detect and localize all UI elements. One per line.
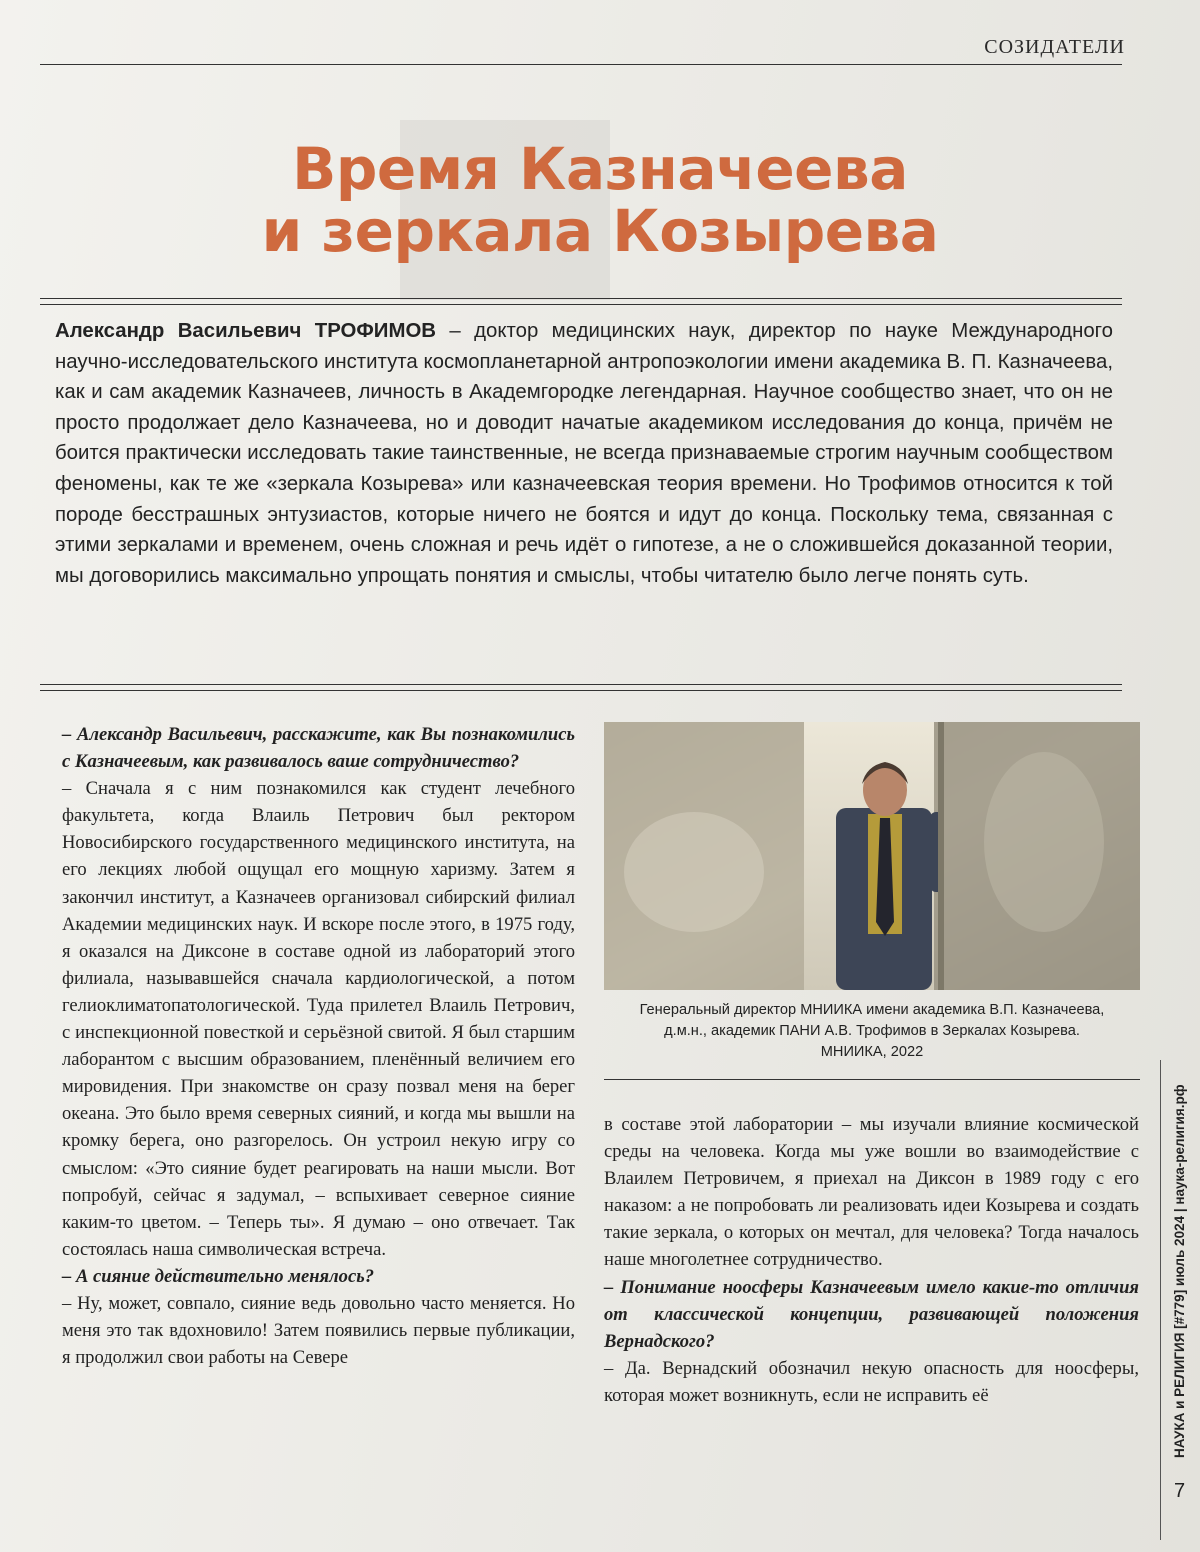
caption-rule	[604, 1079, 1140, 1080]
header-rule	[40, 64, 1122, 65]
lead-name: Александр Васильевич ТРОФИМОВ	[55, 320, 437, 342]
article-title	[200, 135, 1000, 265]
lead-paragraph	[55, 316, 1113, 591]
answer-1: – Сначала я с ним познакомился как студент лечебного факультета, когда Влаиль Петрович был ректором Новосибирского государственного медицинского института, на его лекциях любой ощущал его мощную харизму. Затем я закончил институт, а Казначеев организовал сибирский филиал Академии медицинских наук. И вскоре после этого, в 1975 году, я оказался на Диксоне в составе одной из лабораторий этого филиала, называвшейся сначала кардиологической, а потом гелиоклиматопатологической. Туда прилетел Влаиль Петрович, с инспекционной повесткой и серьёзной свитой. Я был старшим лаборантом с высшим образованием, пленённый величием его мировидения. При знакомстве он сразу позвал меня на берег океана. Это было время северных сияний, и когда мы вышли на кромку берега, оно разгорелось. Он устроил некую игру со смыслом: «Это сияние будет реагировать на наши мысли. Вот попробуй, сейчас я задумал, – вспыхивает северное сияние каким-то цветом. – Теперь ты». Я думаю – оно отвечает. Так состоялась наша символическая встреча.	[62, 778, 575, 1260]
answer-1-continued: в составе этой лаборатории – мы изучали влияние космической среды на человека. Когда мы уже вошли во взаимодействие с Влаилем Петровичем, я приехал на Диксон в 1989 году с его наказом: а не попробовать ли реализовать идеи Козырева и создать такие зеркала, о которых он мечтал, для человека? Тогда началось наше многолетнее сотрудничество.	[604, 1114, 1139, 1271]
answer-3: – Да. Вернадский обозначил некую опасность для ноосферы, которая может возникнуть, если не исправить её	[604, 1357, 1139, 1406]
side-footer-text: НАУКА и РЕЛИГИЯ [#779] июль 2024 | наука-религия.рф	[1172, 1084, 1187, 1458]
caption-line-3: МНИИКА, 2022	[820, 1044, 924, 1060]
title-line-2: и зеркала Козырева	[261, 197, 939, 265]
title-rule	[40, 298, 1122, 305]
page-number: 7	[1174, 1480, 1186, 1502]
left-column	[62, 721, 575, 1371]
question-1: – Александр Васильевич, расскажите, как Вы познакомились с Казначеевым, как развивалось ваше сотрудничество?	[62, 724, 575, 773]
answer-2: – Ну, может, совпало, сияние ведь довольно часто меняется. Но меня это так вдохновило! Затем появились первые публикации, я продолжил свои работы на Севере	[62, 1292, 575, 1369]
photo-illustration	[604, 722, 1140, 990]
lead-text: – доктор медицинских наук, директор по науке Международного научно-исследовательского института космопланетарной антропоэкологии имени академика В. П. Казначеева, как и сам академик Казначеев, личность в Академгородке легендарная. Научное сообщество знает, что он не просто продолжает дело Казначеева, но и доводит начатые академиком исследования до конца, причём не боится практически исследовать такие таинственные, не всегда признаваемые строгим научным сообществом феномены, как те же «зеркала Козырева» или казначеевская теория времени. Но Трофимов относится к той породе бесстрашных энтузиастов, которые ничего не боятся и идут до конца. Поскольку тема, связанная с этими зеркалами и временем, очень сложная и речь идёт о гипотезе, а не о сложившейся доказанной теории, мы договорились максимально упрощать понятия и смыслы, чтобы читателю было легче понять суть.	[55, 320, 1114, 587]
question-2: – А сияние действительно менялось?	[62, 1265, 375, 1287]
question-3: – Понимание ноосферы Казначеевым имело какие-то отличия от классической концепции, развивающей положения Вернадского?	[604, 1276, 1139, 1352]
right-column	[604, 1111, 1139, 1409]
photo-caption	[604, 1000, 1140, 1063]
side-rule	[1160, 1060, 1161, 1540]
title-line-1: Время Казначеева	[292, 135, 908, 203]
caption-line-2: д.м.н., академик ПАНИ А.В. Трофимов в Зеркалах Козырева.	[664, 1023, 1080, 1039]
portrait-photo	[604, 722, 1140, 990]
section-header: СОЗИДАТЕЛИ	[984, 36, 1125, 58]
caption-line-1: Генеральный директор МНИИКА имени академика В.П. Казначеева,	[639, 1002, 1105, 1018]
lead-rule	[40, 684, 1122, 691]
